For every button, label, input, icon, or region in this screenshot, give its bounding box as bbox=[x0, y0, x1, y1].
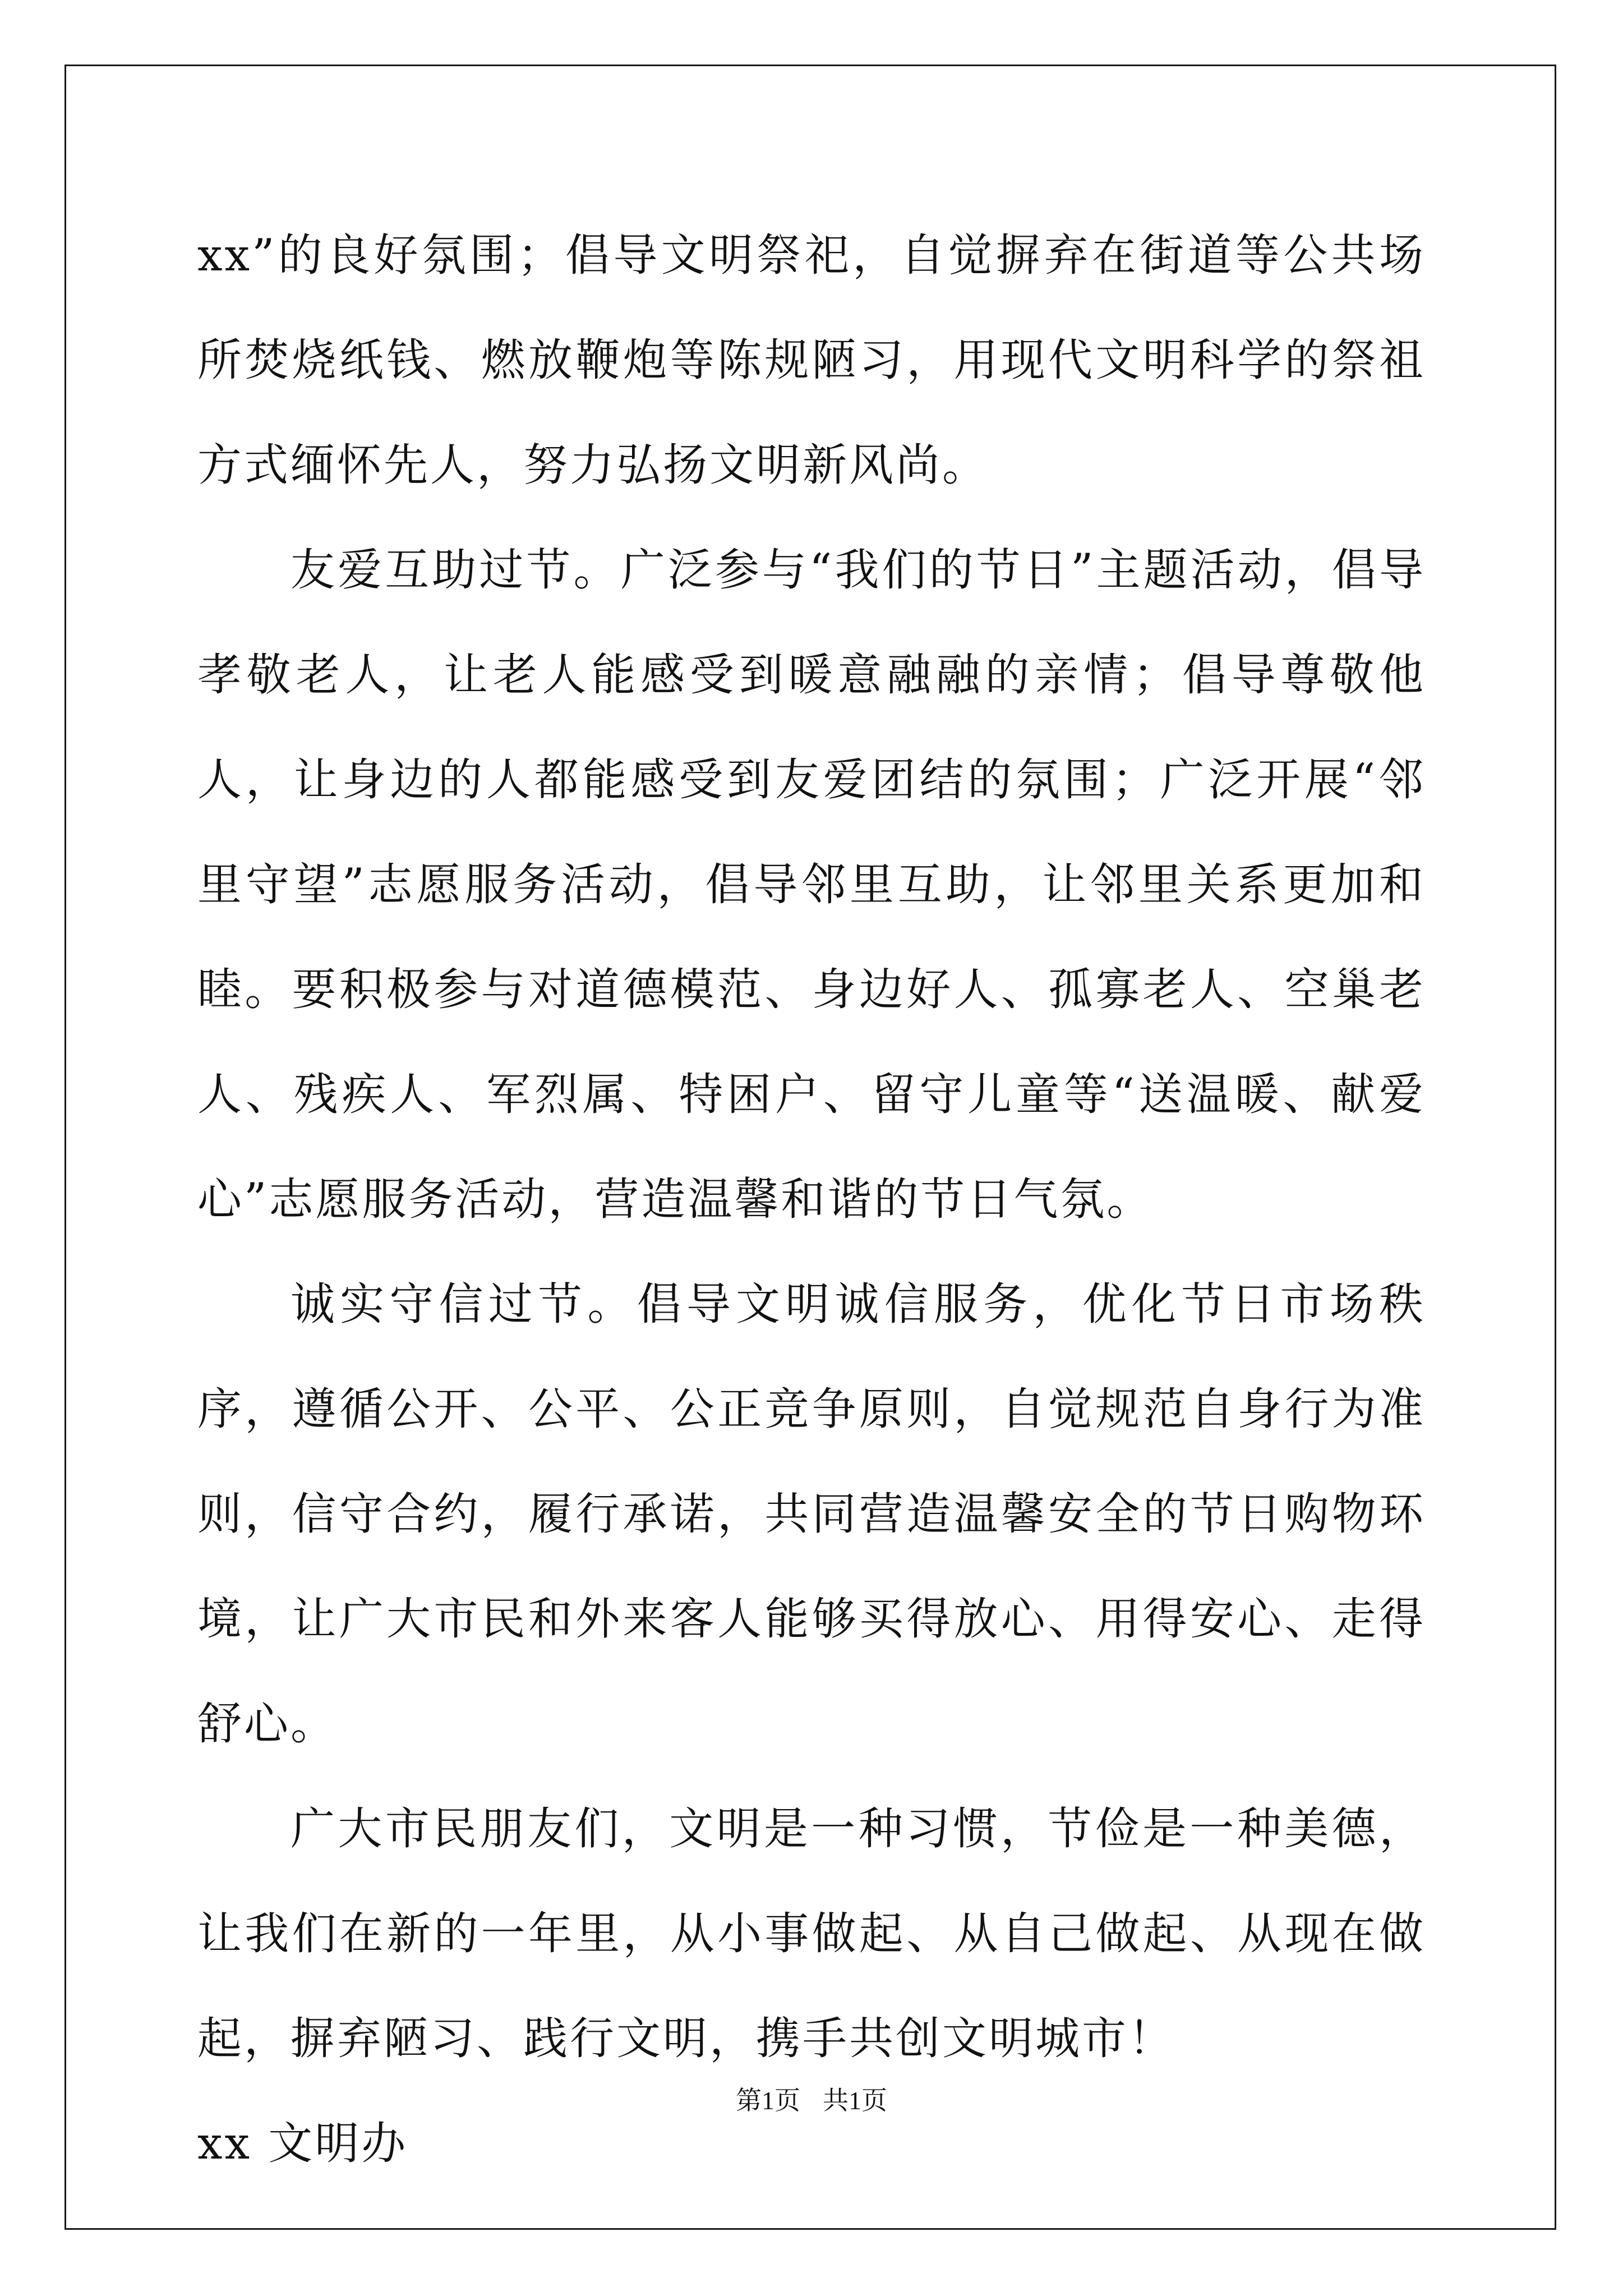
signature: xx 文明办 bbox=[197, 2118, 408, 2169]
paragraph-3: 诚实守信过节。倡导文明诚信服务，优化节日市场秩序，遵循公开、公平、公正竞争原则，自觉规范自身行为准则，信守合约，履行承诺，共同营造温馨安全的节日购物环境，让广大市民和外来客人能够买得放心、用得安心、走得舒心。 bbox=[197, 1278, 1426, 1750]
paragraph-4: 广大市民朋友们，文明是一种习惯，节俭是一种美德，让我们在新的一年里，从小事做起、从自己做起、从现在做起，摒弃陋习、践行文明，携手共创文明城市！ bbox=[197, 1803, 1426, 2064]
paragraph-2: 友爱互助过节。广泛参与“我们的节日”主题活动，倡导孝敬老人，让老人能感受到暖意融融的亲情；倡导尊敬他人，让身边的人都能感受到友爱团结的氛围；广泛开展“邻里守望”志愿服务活动，倡导邻里互助，让邻里关系更加和睦。要积极参与对道德模范、身边好人、孤寡老人、空巢老人、残疾人、军烈属、特困户、留守儿童等“送温暖、献爱心”志愿服务活动，营造温馨和谐的节日气氛。 bbox=[197, 544, 1426, 1225]
page-footer bbox=[0, 2080, 1623, 2117]
page-number: 第1页 bbox=[736, 2086, 800, 2115]
document-body bbox=[197, 203, 1426, 2196]
page-total: 共1页 bbox=[823, 2086, 887, 2115]
paragraph-1: xx”的良好氛围；倡导文明祭祀，自觉摒弃在街道等公共场所焚烧纸钱、燃放鞭炮等陈规陋习，用现代文明科学的祭祖方式缅怀先人，努力弘扬文明新风尚。 bbox=[197, 229, 1426, 491]
